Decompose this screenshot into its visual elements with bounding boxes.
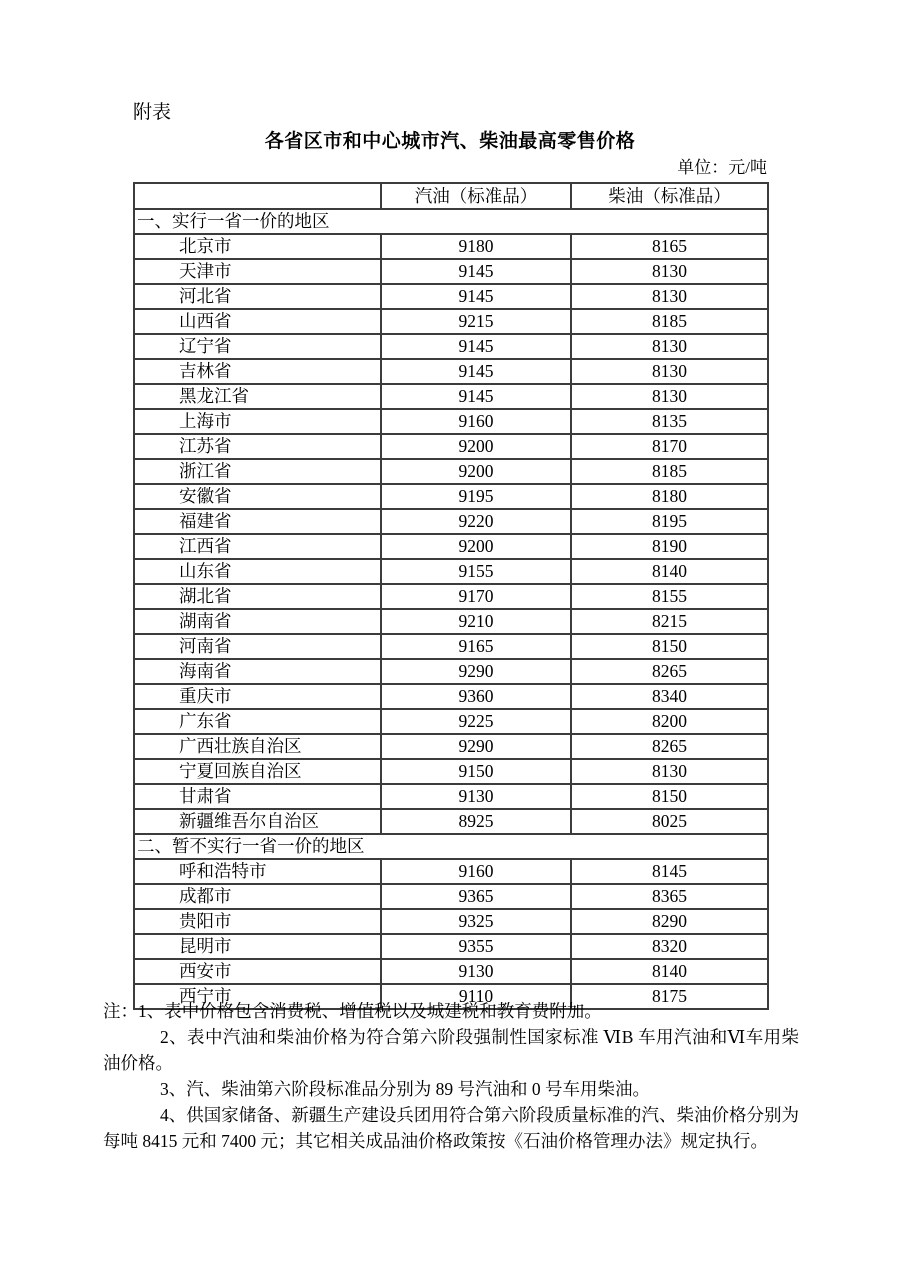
price-table — [133, 182, 769, 1010]
region-cell: 海南省 — [134, 659, 381, 684]
diesel-cell: 8135 — [571, 409, 768, 434]
note-text-1: 1、表中价格包含消费税、增值税以及城建税和教育费附加。 — [138, 1001, 602, 1021]
table-row — [134, 534, 768, 559]
attachment-label: 附表 — [133, 102, 172, 123]
table-row — [134, 484, 768, 509]
diesel-cell: 8340 — [571, 684, 768, 709]
diesel-cell: 8025 — [571, 809, 768, 834]
region-cell: 江苏省 — [134, 434, 381, 459]
region-cell: 河北省 — [134, 284, 381, 309]
table-row — [134, 384, 768, 409]
notes-prefix: 注： — [103, 1001, 138, 1021]
table-row — [134, 434, 768, 459]
region-cell: 重庆市 — [134, 684, 381, 709]
gasoline-cell: 9195 — [381, 484, 571, 509]
diesel-cell: 8180 — [571, 484, 768, 509]
diesel-cell: 8155 — [571, 584, 768, 609]
diesel-cell: 8320 — [571, 934, 768, 959]
table-row — [134, 259, 768, 284]
region-cell: 成都市 — [134, 884, 381, 909]
region-cell: 西宁市 — [134, 984, 381, 1009]
section-title: 一、实行一省一价的地区 — [134, 209, 768, 234]
gasoline-cell: 9215 — [381, 309, 571, 334]
gasoline-cell: 9220 — [381, 509, 571, 534]
table-row — [134, 809, 768, 834]
region-cell: 江西省 — [134, 534, 381, 559]
note-item-1 — [103, 998, 799, 1024]
table-row — [134, 409, 768, 434]
note-item-2 — [103, 1024, 799, 1076]
gasoline-cell: 8925 — [381, 809, 571, 834]
diesel-cell: 8185 — [571, 459, 768, 484]
section-row — [134, 834, 768, 859]
gasoline-cell: 9290 — [381, 659, 571, 684]
region-cell: 呼和浩特市 — [134, 859, 381, 884]
gasoline-cell: 9200 — [381, 434, 571, 459]
region-cell: 新疆维吾尔自治区 — [134, 809, 381, 834]
note-item-3 — [103, 1076, 799, 1102]
gasoline-cell: 9360 — [381, 684, 571, 709]
table-row — [134, 634, 768, 659]
diesel-cell: 8185 — [571, 309, 768, 334]
region-cell: 福建省 — [134, 509, 381, 534]
gasoline-cell: 9150 — [381, 759, 571, 784]
gasoline-cell: 9145 — [381, 334, 571, 359]
diesel-cell: 8165 — [571, 234, 768, 259]
region-cell: 安徽省 — [134, 484, 381, 509]
diesel-cell: 8195 — [571, 509, 768, 534]
diesel-cell: 8290 — [571, 909, 768, 934]
gasoline-cell: 9325 — [381, 909, 571, 934]
note-text-4: 4、供国家储备、新疆生产建设兵团用符合第六阶段质量标准的汽、柴油价格分别为每吨 8415 元和 7400 元；其它相关成品油价格政策按《石油价格管理办法》规定执行。 — [103, 1105, 799, 1151]
diesel-cell: 8265 — [571, 734, 768, 759]
table-row — [134, 334, 768, 359]
gasoline-column-header: 汽油（标准品） — [381, 183, 571, 209]
region-cell: 甘肃省 — [134, 784, 381, 809]
table-row — [134, 584, 768, 609]
table-row — [134, 734, 768, 759]
gasoline-cell: 9355 — [381, 934, 571, 959]
region-cell: 山西省 — [134, 309, 381, 334]
region-cell: 黑龙江省 — [134, 384, 381, 409]
region-cell: 贵阳市 — [134, 909, 381, 934]
notes — [103, 998, 799, 1154]
region-cell: 北京市 — [134, 234, 381, 259]
region-cell: 河南省 — [134, 634, 381, 659]
gasoline-cell: 9290 — [381, 734, 571, 759]
diesel-cell: 8150 — [571, 634, 768, 659]
table-row — [134, 884, 768, 909]
section-row — [134, 209, 768, 234]
table-row — [134, 659, 768, 684]
table-row — [134, 709, 768, 734]
table-row — [134, 859, 768, 884]
table-row — [134, 309, 768, 334]
table-row — [134, 509, 768, 534]
table-row — [134, 609, 768, 634]
price-table-body — [134, 183, 768, 1009]
table-row — [134, 459, 768, 484]
note-text-2: 2、表中汽油和柴油价格为符合第六阶段强制性国家标准 ⅥB 车用汽油和Ⅵ车用柴油价格。 — [103, 1027, 799, 1073]
region-cell: 天津市 — [134, 259, 381, 284]
diesel-cell: 8130 — [571, 384, 768, 409]
diesel-column-header: 柴油（标准品） — [571, 183, 768, 209]
region-cell: 昆明市 — [134, 934, 381, 959]
diesel-cell: 8365 — [571, 884, 768, 909]
table-row — [134, 359, 768, 384]
gasoline-cell: 9180 — [381, 234, 571, 259]
gasoline-cell: 9160 — [381, 409, 571, 434]
page-title: 各省区市和中心城市汽、柴油最高零售价格 — [264, 131, 636, 152]
unit-label: 单位：元/吨 — [677, 158, 767, 177]
gasoline-cell: 9145 — [381, 384, 571, 409]
diesel-cell: 8215 — [571, 609, 768, 634]
gasoline-cell: 9200 — [381, 534, 571, 559]
region-cell: 西安市 — [134, 959, 381, 984]
table-row — [134, 784, 768, 809]
table-row — [134, 759, 768, 784]
gasoline-cell: 9160 — [381, 859, 571, 884]
diesel-cell: 8130 — [571, 334, 768, 359]
gasoline-cell: 9225 — [381, 709, 571, 734]
table-header-row — [134, 183, 768, 209]
region-cell: 广东省 — [134, 709, 381, 734]
gasoline-cell: 9145 — [381, 359, 571, 384]
diesel-cell: 8265 — [571, 659, 768, 684]
diesel-cell: 8150 — [571, 784, 768, 809]
table-row — [134, 559, 768, 584]
table-row — [134, 284, 768, 309]
table-row — [134, 234, 768, 259]
diesel-cell: 8145 — [571, 859, 768, 884]
diesel-cell: 8140 — [571, 959, 768, 984]
gasoline-cell: 9200 — [381, 459, 571, 484]
table-row — [134, 684, 768, 709]
diesel-cell: 8130 — [571, 259, 768, 284]
gasoline-cell: 9210 — [381, 609, 571, 634]
region-cell: 山东省 — [134, 559, 381, 584]
diesel-cell: 8130 — [571, 359, 768, 384]
region-column-header — [134, 183, 381, 209]
region-cell: 湖南省 — [134, 609, 381, 634]
section-title: 二、暂不实行一省一价的地区 — [134, 834, 768, 859]
gasoline-cell: 9130 — [381, 784, 571, 809]
diesel-cell: 8170 — [571, 434, 768, 459]
region-cell: 广西壮族自治区 — [134, 734, 381, 759]
gasoline-cell: 9155 — [381, 559, 571, 584]
diesel-cell: 8130 — [571, 759, 768, 784]
table-row — [134, 934, 768, 959]
gasoline-cell: 9145 — [381, 259, 571, 284]
diesel-cell: 8200 — [571, 709, 768, 734]
region-cell: 湖北省 — [134, 584, 381, 609]
diesel-cell: 8130 — [571, 284, 768, 309]
region-cell: 浙江省 — [134, 459, 381, 484]
diesel-cell: 8140 — [571, 559, 768, 584]
gasoline-cell: 9145 — [381, 284, 571, 309]
gasoline-cell: 9110 — [381, 984, 571, 1009]
region-cell: 吉林省 — [134, 359, 381, 384]
diesel-cell: 8175 — [571, 984, 768, 1009]
gasoline-cell: 9165 — [381, 634, 571, 659]
note-text-3: 3、汽、柴油第六阶段标准品分别为 89 号汽油和 0 号车用柴油。 — [160, 1079, 650, 1099]
region-cell: 上海市 — [134, 409, 381, 434]
table-row — [134, 909, 768, 934]
diesel-cell: 8190 — [571, 534, 768, 559]
gasoline-cell: 9130 — [381, 959, 571, 984]
table-row — [134, 959, 768, 984]
gasoline-cell: 9365 — [381, 884, 571, 909]
region-cell: 宁夏回族自治区 — [134, 759, 381, 784]
gasoline-cell: 9170 — [381, 584, 571, 609]
note-item-4 — [103, 1102, 799, 1154]
region-cell: 辽宁省 — [134, 334, 381, 359]
